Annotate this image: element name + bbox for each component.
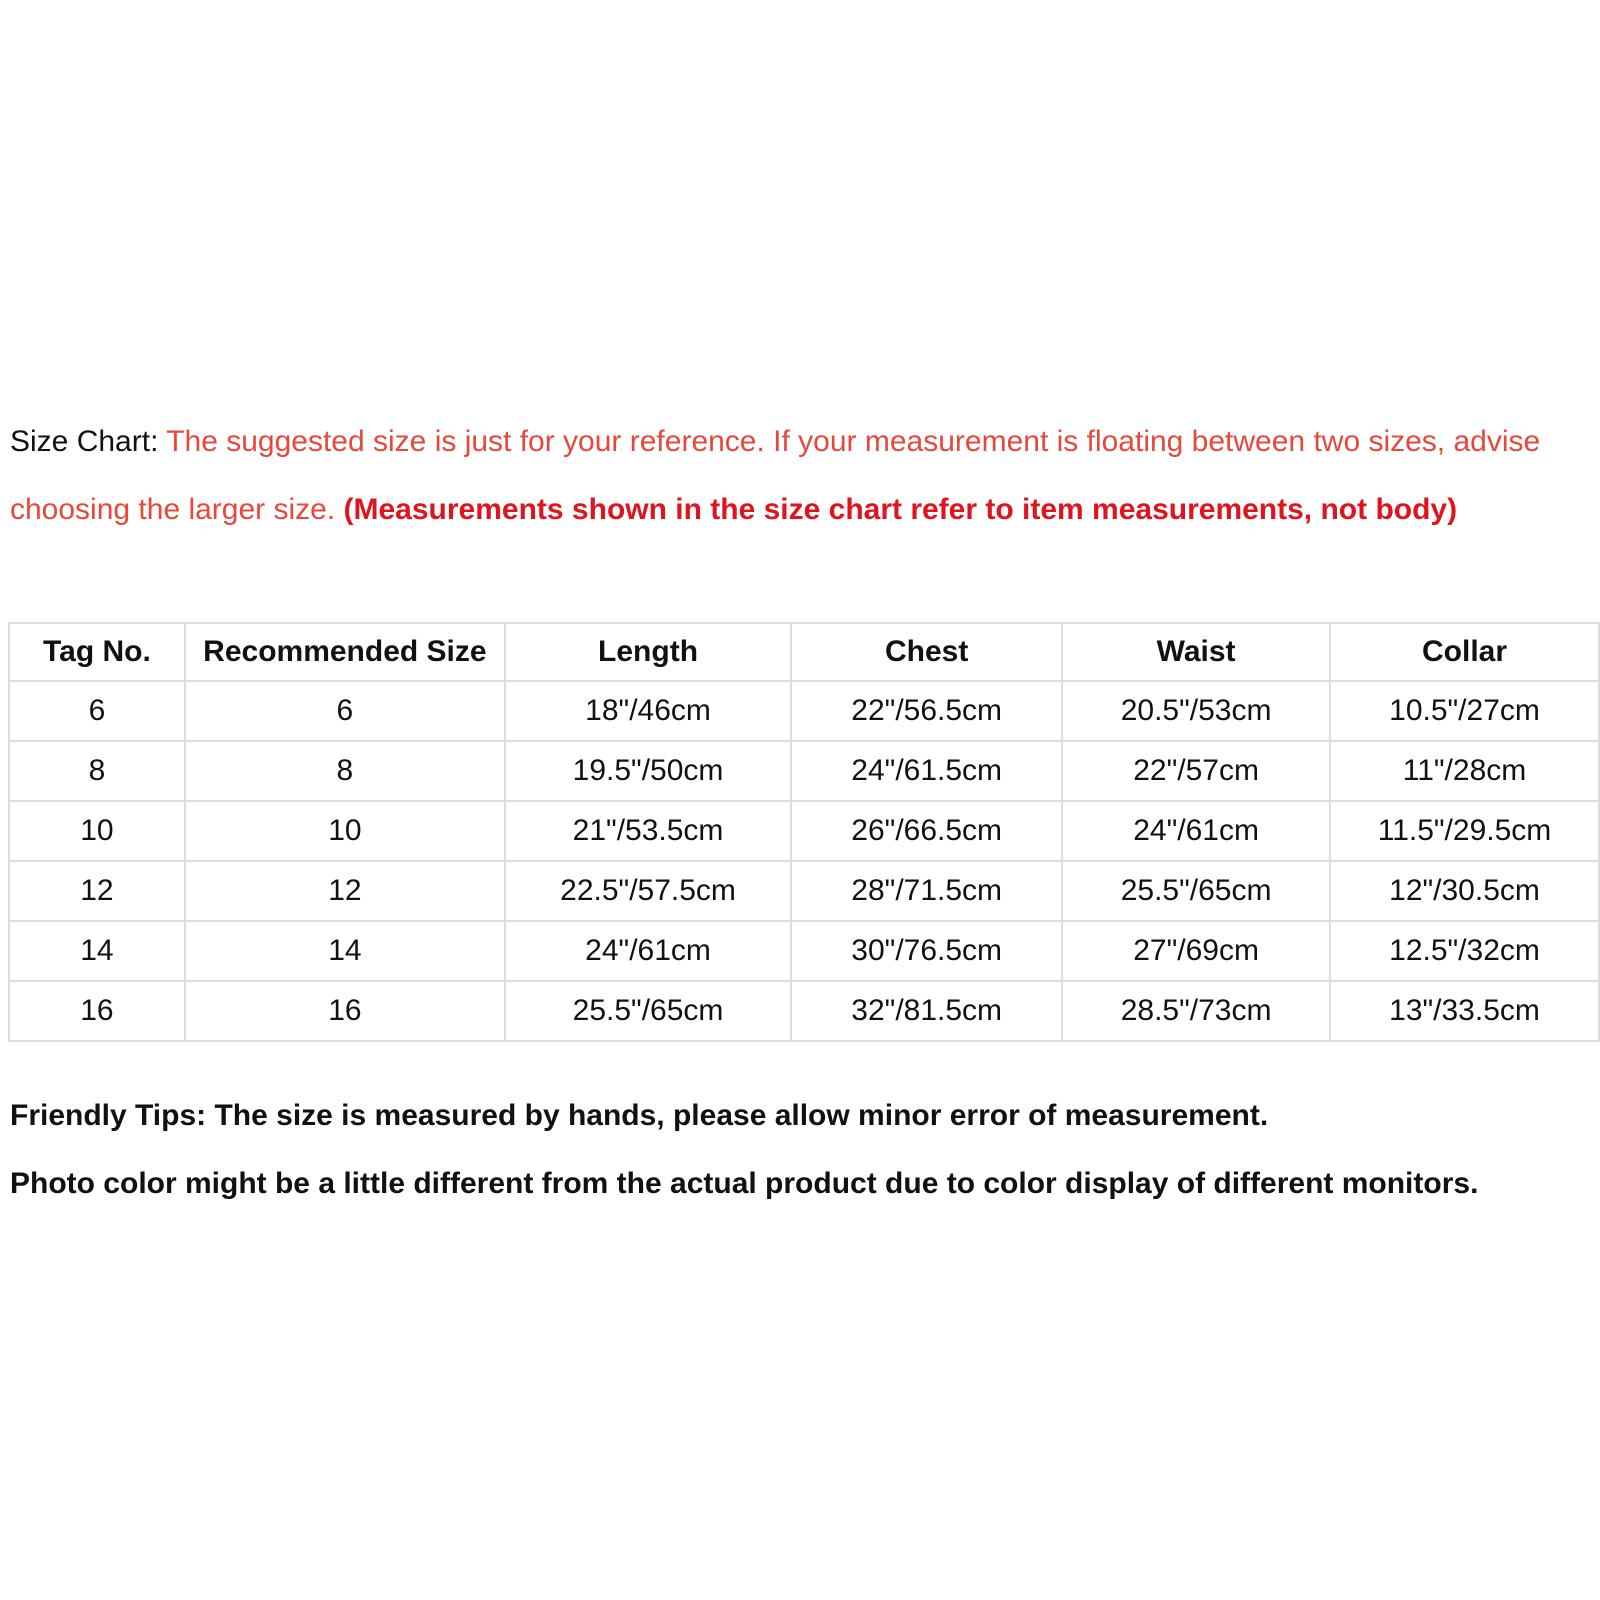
tips-line-measurement: Friendly Tips: The size is measured by hands, please allow minor error of measurement. — [10, 1099, 1269, 1132]
table-row — [9, 981, 1599, 1041]
cell-collar: 12"/30.5cm — [1330, 861, 1599, 921]
cell-length: 25.5"/65cm — [505, 981, 791, 1041]
cell-tag-no: 10 — [9, 801, 185, 861]
table-row — [9, 921, 1599, 981]
cell-recommended-size: 10 — [185, 801, 505, 861]
table-row — [9, 741, 1599, 801]
cell-length: 19.5"/50cm — [505, 741, 791, 801]
cell-recommended-size: 12 — [185, 861, 505, 921]
cell-length: 21"/53.5cm — [505, 801, 791, 861]
cell-recommended-size: 16 — [185, 981, 505, 1041]
cell-collar: 11.5"/29.5cm — [1330, 801, 1599, 861]
table-row — [9, 681, 1599, 741]
size-reference-note: The suggested size is just for your reference. If your measurement is floating between two sizes, advise choosing the larger size. — [10, 425, 1541, 526]
cell-waist: 20.5"/53cm — [1062, 681, 1330, 741]
header-chest: Chest — [791, 623, 1062, 681]
cell-waist: 27"/69cm — [1062, 921, 1330, 981]
friendly-tips — [10, 1082, 1590, 1218]
cell-waist: 25.5"/65cm — [1062, 861, 1330, 921]
cell-recommended-size: 14 — [185, 921, 505, 981]
cell-chest: 28"/71.5cm — [791, 861, 1062, 921]
cell-length: 22.5"/57.5cm — [505, 861, 791, 921]
cell-tag-no: 8 — [9, 741, 185, 801]
cell-chest: 32"/81.5cm — [791, 981, 1062, 1041]
cell-tag-no: 12 — [9, 861, 185, 921]
cell-waist: 28.5"/73cm — [1062, 981, 1330, 1041]
size-chart-intro — [10, 408, 1570, 544]
cell-chest: 30"/76.5cm — [791, 921, 1062, 981]
table-row — [9, 861, 1599, 921]
cell-waist: 22"/57cm — [1062, 741, 1330, 801]
cell-length: 24"/61cm — [505, 921, 791, 981]
header-tag-no: Tag No. — [9, 623, 185, 681]
size-chart-separator: : — [150, 425, 167, 458]
cell-tag-no: 14 — [9, 921, 185, 981]
cell-tag-no: 16 — [9, 981, 185, 1041]
size-table — [8, 622, 1600, 1042]
header-collar: Collar — [1330, 623, 1599, 681]
cell-recommended-size: 6 — [185, 681, 505, 741]
size-chart-label: Size Chart — [10, 425, 151, 458]
table-header-row — [9, 623, 1599, 681]
cell-chest: 24"/61.5cm — [791, 741, 1062, 801]
cell-collar: 11"/28cm — [1330, 741, 1599, 801]
cell-collar: 10.5"/27cm — [1330, 681, 1599, 741]
header-recommended-size: Recommended Size — [185, 623, 505, 681]
measurement-note: (Measurements shown in the size chart refer to item measurements, not body) — [343, 493, 1458, 526]
cell-waist: 24"/61cm — [1062, 801, 1330, 861]
cell-tag-no: 6 — [9, 681, 185, 741]
cell-recommended-size: 8 — [185, 741, 505, 801]
cell-collar: 12.5"/32cm — [1330, 921, 1599, 981]
header-waist: Waist — [1062, 623, 1330, 681]
cell-chest: 26"/66.5cm — [791, 801, 1062, 861]
cell-chest: 22"/56.5cm — [791, 681, 1062, 741]
table-row — [9, 801, 1599, 861]
header-length: Length — [505, 623, 791, 681]
cell-length: 18"/46cm — [505, 681, 791, 741]
tips-line-photo-color: Photo color might be a little different from the actual product due to color display of different monitors. — [10, 1167, 1479, 1200]
cell-collar: 13"/33.5cm — [1330, 981, 1599, 1041]
